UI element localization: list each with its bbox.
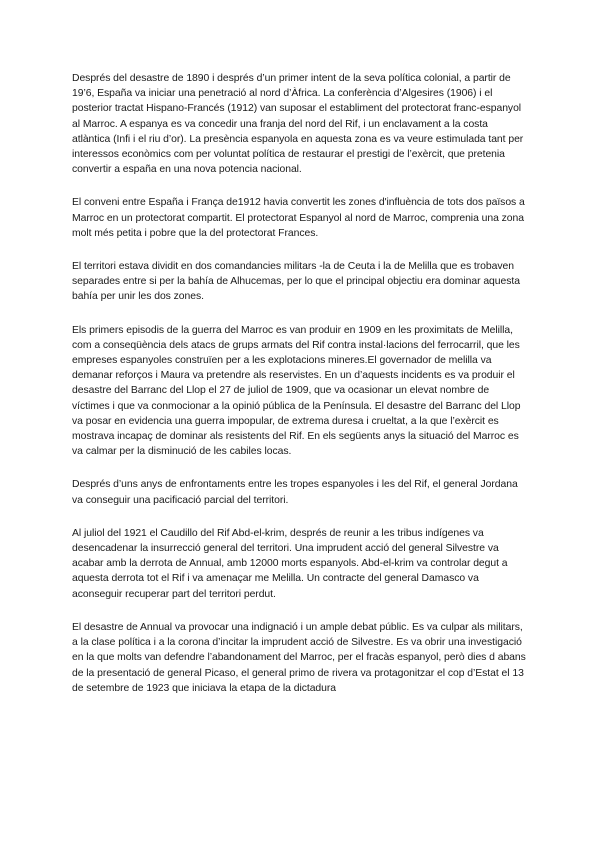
paragraph-annual: Al juliol del 1921 el Caudillo del Rif Abd-el-krim, després de reunir a les tribus indígenes va desencadenar la insurrecció general del territori. Una imprudent acció del general Silvestre va acabar amb la derrota de Annual, amb 12000 morts espanyols. Abd-el-krim va controlar degut a aquesta derrota tot el Rif i va amenaçar me Melilla. Un contracte del general Damasco va aconseguir recuperar part del territori perdut. <box>72 527 508 600</box>
paragraph-jordana: Després d’uns anys de enfrontaments entre les tropes espanyoles i les del Rif, el general Jordana va conseguir una pacificació parcial del territori. <box>72 479 518 506</box>
paragraph-desastre-annual: El desastre de Annual va provocar una indignació i un ample debat públic. Es va culpar als militars, a la clase política i a la corona d’incitar la imprudent acció de Silvestre. Es va obrir una investigació en la que molts van defendre l’abandonament del Marroc, per el fracàs espanyol, però dies d abans de la presentació de general Picaso, el general primo de rivera va protagonitzar el cop d’Estat el 13 de setembre de 1923 que iniciava la etapa de la dictadura <box>72 621 526 694</box>
paragraph-primers-episodis: Els primers episodis de la guerra del Marroc es van produir en 1909 en les proximitats de Melilla, com a conseqüència dels atacs de grups armats del Rif contra instal·lacions del ferrocarril, que les empreses espanyoles construïen per a les explotacions mineres.El governador de melilla va demanar reforços i Maura va pretendre als reservistes. En un d’aquests incidents es va produir el desastre del Barranc del Llop el 27 de juliol de 1909, que va ocasionar un elevat nombre de víctimes i que va conmocionar a la opinió pública de la Península. El desastre del Barranc del Llop va posar en evidencia una guerra impopular, de extrema duresa i crueltat, a la que l’exèrcit es mostrava incapaç de dominar als resistents del Rif. En els següents anys la situació del Marroc es va calmar per la disminució de les cabiles locas. <box>72 324 521 458</box>
document-body <box>72 71 528 714</box>
paragraph-intro: Després del desastre de 1890 i després d’un primer intent de la seva política colonial, a partir de 19’6, España va iniciar una penetració al nord d’Àfrica. La conferència d’Algesires (1906) i el posterior tractat Hispano-Francés (1912) van suposar el establiment del protectorat franc-espanyol al Marroc. A espanya es va concedir una franja del nord del Rif, i un enclavament a la costa atlàntica (Infi i el riu d’or). La presència espanyola en aquesta zona es va veure estimulada tant per interessos econòmics com per voluntat política de restaurar el prestigi de l’exèrcit, que pretenia convertir a españa en una nova potencia nacional. <box>72 73 524 176</box>
paragraph-territori: El territori estava dividit en dos comandancies militars -la de Ceuta i la de Melilla que es trobaven separades entre si per la bahía de Alhucemas, per lo que el principal objectiu era dominar aquesta bahía per unir les dos zones. <box>72 261 520 303</box>
paragraph-conveni: El conveni entre España i França de1912 havia convertit les zones d'influència de tots dos països a Marroc en un protectorat compartit. El protectorat Espanyol al nord de Marroc, comprenia una zona molt més petita i pobre que la del protectorat Frances. <box>72 197 525 239</box>
